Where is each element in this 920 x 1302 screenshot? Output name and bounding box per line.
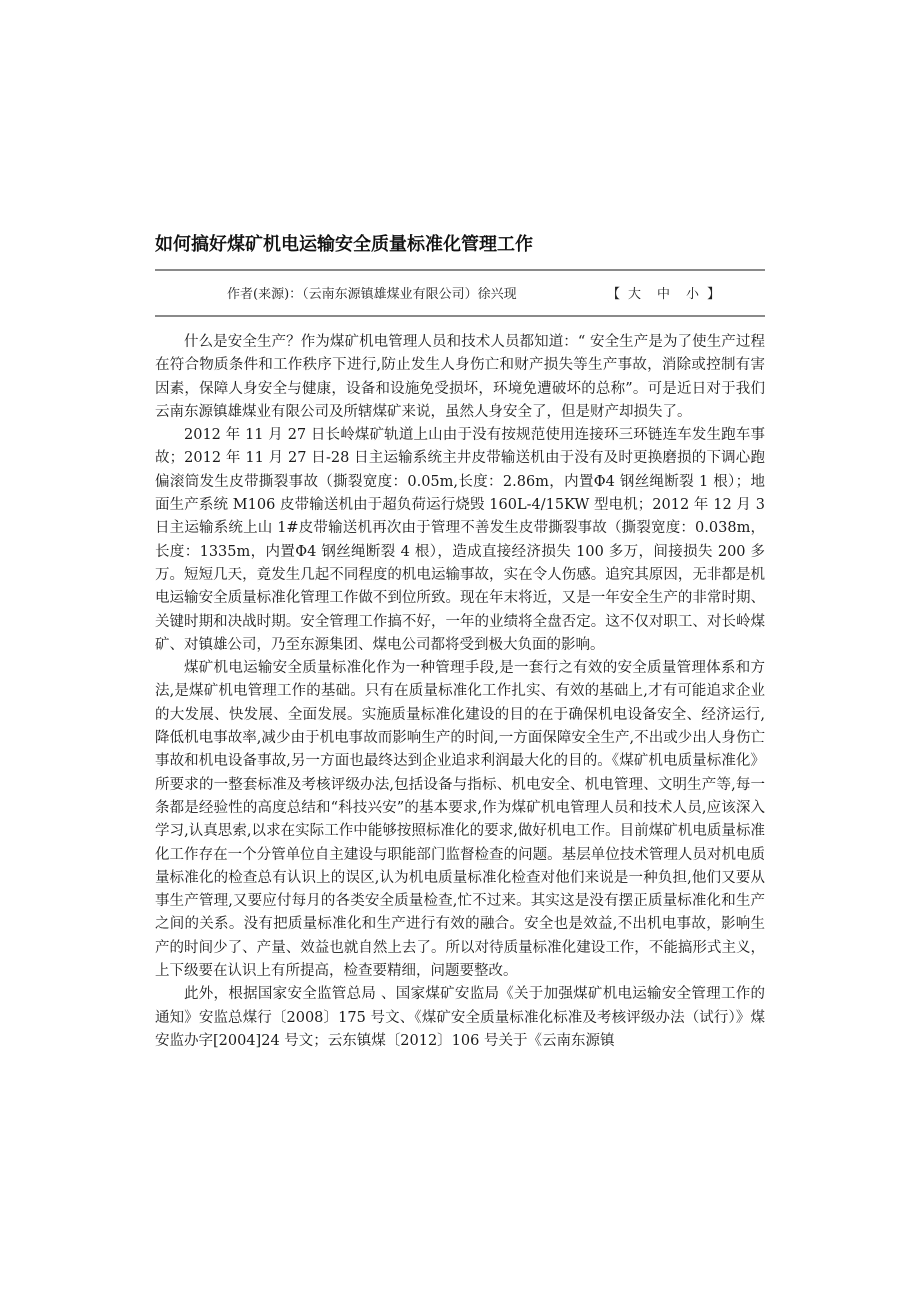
- close-bracket: 】: [707, 287, 721, 302]
- article-title: 如何搞好煤矿机电运输安全质量标准化管理工作: [155, 234, 533, 255]
- open-bracket: 【: [607, 287, 621, 302]
- paragraph-2: 2012 年 11 月 27 日长岭煤矿轨道上山由于没有按规范使用连接环三环链连车发生跑车事故；2012 年 11 月 27 日-28 日主运输系统主井皮带输送机由于没有及时更换磨损的下调心跑偏滚筒发生皮带撕裂事故（撕裂宽度：0.05m,长度：2.86m，内置Φ4 钢丝绳断裂 1 根）；地面生产系统 M106 皮带输送机由于超负荷运行烧毁 160L-4/15KW 型电机；2012 年 12 月 3 日主运输系统上山 1#皮带输送机再次由于管理不善发生皮带撕裂事故（撕裂宽度：0.038m，长度：1335m，内置Φ4 钢丝绳断裂 4 根），造成直接经济损失 100 多万，间接损失 200 多万。短短几天，竟发生几起不同程度的机电运输事故，实在令人伤感。追究其原因，无非都是机电运输安全质量标准化管理工作做不到位所致。现在年末将近，又是一年安全生产的非常时期、关键时期和决战时期。安全管理工作搞不好，一年的业绩将全盘否定。这不仅对职工、对长岭煤矿、对镇雄公司，乃至东源集团、煤电公司都将受到极大负面的影响。: [155, 427, 765, 653]
- font-size-medium-button[interactable]: 中: [657, 287, 671, 302]
- font-size-small-button[interactable]: 小: [686, 287, 700, 302]
- byline-divider: [155, 315, 765, 317]
- font-size-large-button[interactable]: 大: [628, 287, 642, 302]
- byline-bar: [155, 285, 765, 305]
- author-source: 作者(来源)：（云南东源镇雄煤业有限公司）徐兴现: [227, 287, 517, 302]
- title-divider: [155, 269, 765, 271]
- paragraph-1: 什么是安全生产？作为煤矿机电管理人员和技术人员都知道：“ 安全生产是为了使生产过程在符合物质条件和工作秩序下进行,防止发生人身伤亡和财产损失等生产事故，消除或控制有害因素，保障人身安全与健康，设备和设施免受损坏，环境免遭破坏的总称”。可是近日对于我们云南东源镇雄煤业有限公司及所辖煤矿来说，虽然人身安全了，但是财产却损失了。: [155, 334, 765, 420]
- paragraph-4: 此外，根据国家安全监管总局 、国家煤矿安监局《关于加强煤矿机电运输安全管理工作的通知》安监总煤行〔2008〕175 号文、《煤矿安全质量标准化标准及考核评级办法（试行）》煤安监办字[2004]24 号文；云东镇煤〔2012〕106 号关于《云南东源镇: [155, 986, 765, 1049]
- font-size-control: [607, 285, 720, 305]
- article-body: [155, 331, 765, 1053]
- paragraph-3: 煤矿机电运输安全质量标准化作为一种管理手段,是一套行之有效的安全质量管理体系和方法,是煤矿机电管理工作的基础。只有在质量标准化工作扎实、有效的基础上,才有可能追求企业的大发展、快发展、全面发展。实施质量标准化建设的目的在于确保机电设备安全、经济运行,降低机电事故率,减少由于机电事故而影响生产的时间,一方面保障安全生产,不出或少出人身伤亡事故和机电设备事故,另一方面也最终达到企业追求利润最大化的目的。《煤矿机电质量标准化》所要求的一整套标准及考核评级办法,包括设备与指标、机电安全、机电管理、文明生产等,每一条都是经验性的高度总结和“科技兴安”的基本要求,作为煤矿机电管理人员和技术人员,应该深入学习,认真思索,以求在实际工作中能够按照标准化的要求,做好机电工作。目前煤矿机电质量标准化工作存在一个分管单位自主建设与职能部门监督检查的问题。基层单位技术管理人员对机电质量标准化的检查总有认识上的误区,认为机电质量标准化检查对他们来说是一种负担,他们又要从事生产管理,又要应付每月的各类安全质量检查,忙不过来。其实这是没有摆正质量标准化和生产之间的关系。没有把质量标准化和生产进行有效的融合。安全也是效益,不出机电事故，影响生产的时间少了、产量、效益也就自然上去了。所以对待质量标准化建设工作，不能搞形式主义，上下级要在认识上有所提高，检查要精细，问题要整改。: [155, 660, 765, 980]
